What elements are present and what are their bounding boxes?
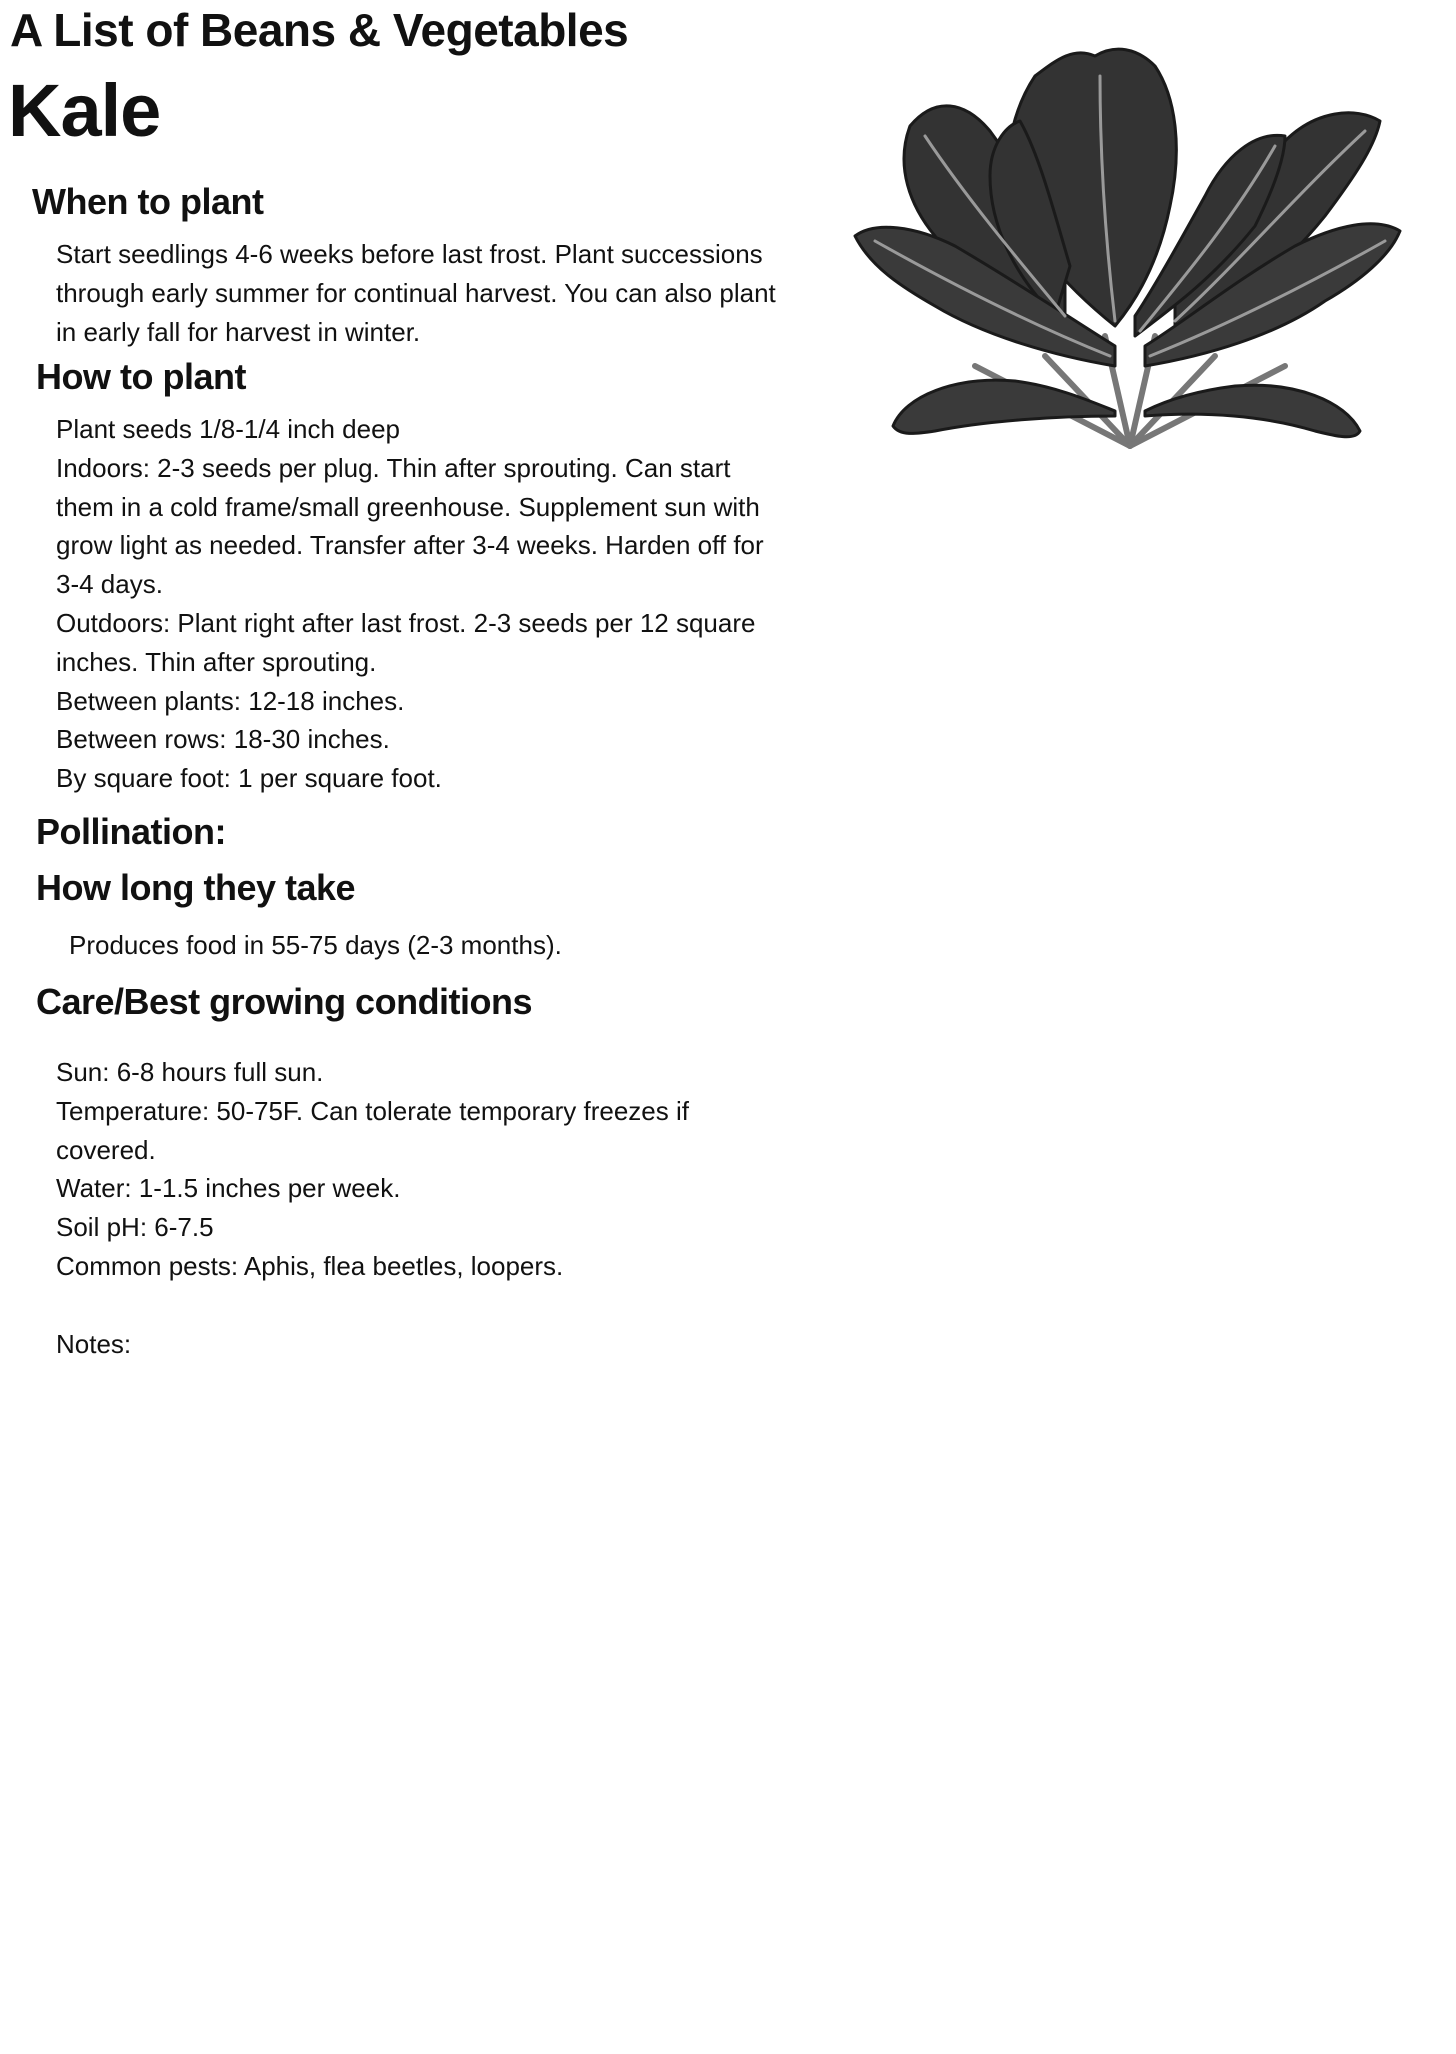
text-line: inches. Thin after sprouting.: [56, 646, 377, 677]
pollination-heading: Pollination:: [36, 811, 226, 852]
kale-illustration: [815, 36, 1435, 456]
text-line: Sun: 6-8 hours full sun.: [56, 1057, 324, 1087]
when-to-plant-heading: When to plant: [32, 181, 264, 222]
care-heading: Care/Best growing conditions: [36, 981, 533, 1022]
how-to-plant-heading: How to plant: [36, 356, 246, 397]
how-long-heading: How long they take: [36, 867, 356, 908]
text-line: Start seedlings 4-6 weeks before last frost. Plant successions: [56, 239, 763, 269]
when-to-plant-text: [56, 235, 836, 351]
text-line: Common pests: Aphis, flea beetles, loopers.: [56, 1250, 564, 1281]
series-title: A List of Beans & Vegetables: [10, 4, 629, 56]
text-line: 3-4 days.: [56, 569, 163, 600]
page-title: Kale: [8, 69, 161, 152]
text-line: [56, 1286, 836, 1325]
care-text: [56, 1053, 836, 1363]
text-line: By square foot: 1 per square foot.: [56, 763, 442, 794]
text-line: covered.: [56, 1134, 156, 1165]
text-line: Water: 1-1.5 inches per week.: [56, 1173, 401, 1204]
how-long-text: [69, 926, 849, 965]
text-line: Plant seeds 1/8-1/4 inch deep: [56, 414, 401, 444]
text-line: Between plants: 12-18 inches.: [56, 685, 405, 716]
text-line: them in a cold frame/small greenhouse. Supplement sun with: [56, 491, 760, 522]
text-line: Soil pH: 6-7.5: [56, 1212, 214, 1243]
text-line: through early summer for continual harvest. You can also plant: [56, 277, 776, 308]
text-line: Produces food in 55-75 days (2-3 months).: [69, 930, 562, 960]
notes-label: Notes:: [56, 1328, 132, 1359]
text-line: Between rows: 18-30 inches.: [56, 724, 390, 755]
text-line: Outdoors: Plant right after last frost. 2-3 seeds per 12 square: [56, 607, 756, 638]
text-line: grow light as needed. Transfer after 3-4 weeks. Harden off for: [56, 530, 764, 561]
text-line: in early fall for harvest in winter.: [56, 316, 421, 347]
text-line: Indoors: 2-3 seeds per plug. Thin after sprouting. Can start: [56, 452, 731, 483]
how-to-plant-text: [56, 410, 836, 798]
text-line: Temperature: 50-75F. Can tolerate temporary freezes if: [56, 1095, 689, 1126]
